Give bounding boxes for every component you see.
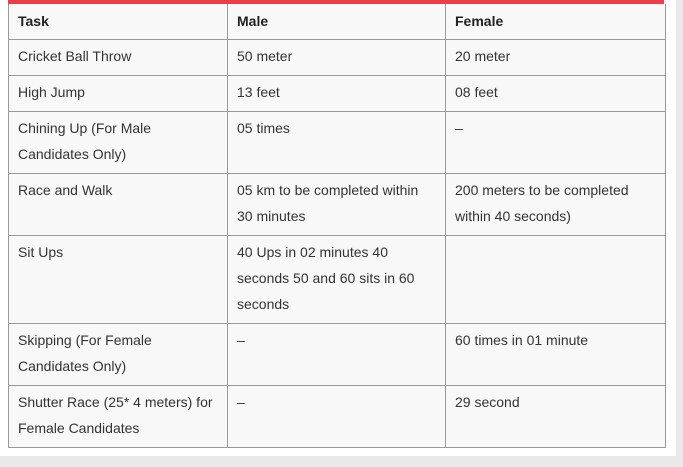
table-row [9,324,666,386]
cell-male: 05 times [228,112,446,174]
cell-male: 50 meter [228,40,446,76]
cell-female: 08 feet [446,76,666,112]
cell-task: Sit Ups [9,236,228,324]
cell-task: Cricket Ball Throw [9,40,228,76]
cell-male: 13 feet [228,76,446,112]
cell-male: 40 Ups in 02 minutes 40 seconds 50 and 60 sits in 60 seconds [228,236,446,324]
header-female: Female [446,4,666,40]
cell-female: – [446,112,666,174]
cell-task: Race and Walk [9,174,228,236]
cell-female: 29 second [446,386,666,448]
table-row [9,40,666,76]
cell-female: 60 times in 01 minute [446,324,666,386]
cell-task: Skipping (For Female Candidates Only) [9,324,228,386]
cell-task: High Jump [9,76,228,112]
cell-female [446,236,666,324]
cell-male: – [228,324,446,386]
cell-female: 20 meter [446,40,666,76]
cell-female: 200 meters to be completed within 40 seconds) [446,174,666,236]
cell-task: Chining Up (For Male Candidates Only) [9,112,228,174]
table-row [9,174,666,236]
cell-male: 05 km to be completed within 30 minutes [228,174,446,236]
table-row [9,76,666,112]
table-header-row [9,4,666,40]
physical-test-table [8,4,666,448]
table-row [9,112,666,174]
table-row [9,236,666,324]
cell-male: – [228,386,446,448]
header-male: Male [228,4,446,40]
table-row [9,386,666,448]
cell-task: Shutter Race (25* 4 meters) for Female Candidates [9,386,228,448]
header-task: Task [9,4,228,40]
